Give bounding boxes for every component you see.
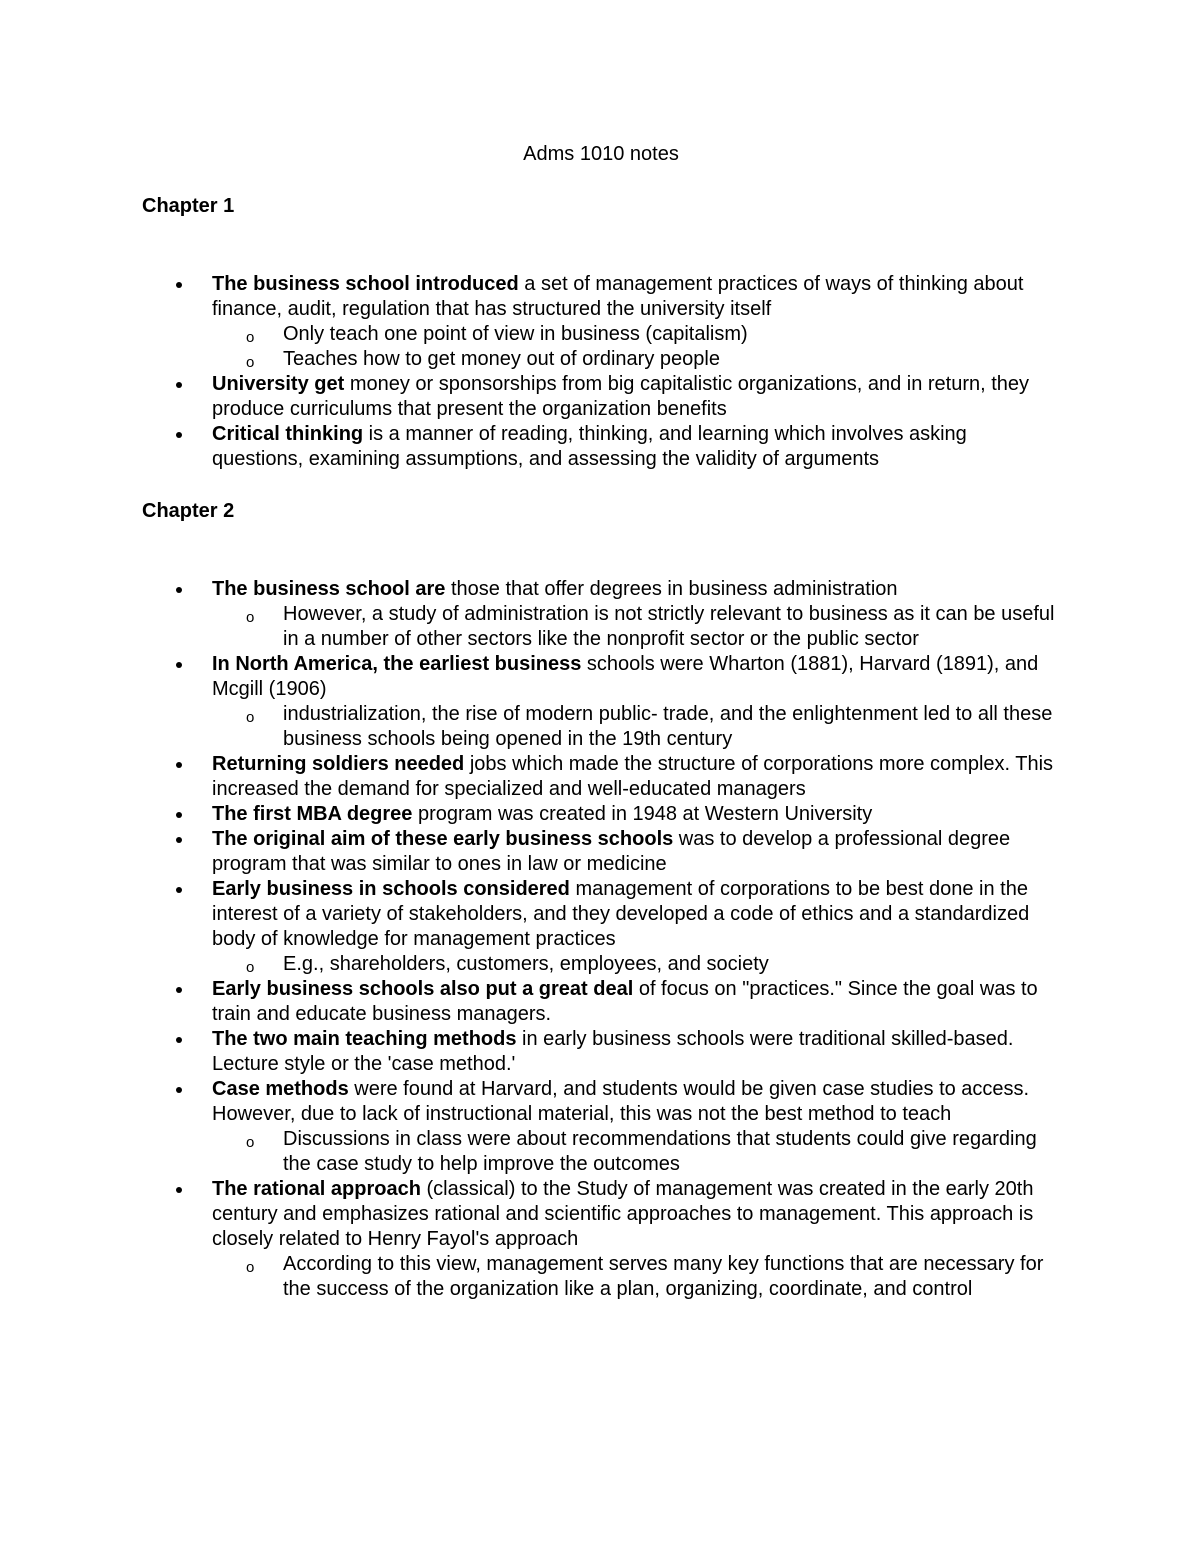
bullet-text: in early business schools were traditional skilled-based. Lecture style or the 'case method.' [212,1028,1014,1075]
bullet-item [142,802,1060,827]
sub-bullet-text: Discussions in class were about recommendations that students could give regarding the case study to help improve the outcomes [283,1128,1037,1175]
bullet-dot-icon [176,837,182,843]
bullet-item [142,1077,1060,1177]
bullet-list [142,577,1060,1302]
circle-bullet-icon: o [246,1134,255,1151]
bullet-item [142,1177,1060,1302]
bullet-dot-icon [176,812,182,818]
bullet-dot-icon [176,887,182,893]
bullet-lead-term: Returning soldiers needed [212,753,465,775]
sub-bullet-list [212,1252,1060,1302]
bullet-item [142,577,1060,652]
sub-bullet-text: industrialization, the rise of modern public- trade, and the enlightenment led to all these business schools being opened in the 19th century [283,703,1053,750]
bullet-lead-term: The business school are [212,578,446,600]
bullet-item [142,652,1060,752]
bullet-dot-icon [176,1187,182,1193]
bullet-lead-term: In North America, the earliest business [212,653,582,675]
bullet-lead-term: The rational approach [212,1178,421,1200]
bullet-dot-icon [176,762,182,768]
bullet-dot-icon [176,587,182,593]
chapter-heading: Chapter 1 [142,195,235,217]
sub-bullet-text: However, a study of administration is not strictly relevant to business as it can be useful in a number of other sectors like the nonprofit sector or the public sector [283,603,1055,650]
document-title: Adms 1010 notes [523,143,679,165]
sub-bullet-text: Teaches how to get money out of ordinary people [283,348,720,370]
circle-bullet-icon: o [246,329,255,346]
bullet-item [142,877,1060,977]
circle-bullet-icon: o [246,354,255,371]
bullet-text: jobs which made the structure of corporations more complex. This increased the demand for specialized and well-educated managers [212,753,1054,800]
bullet-lead-term: Early business schools also put a great deal [212,978,634,1000]
bullet-item [142,372,1060,422]
bullet-lead-term: The original aim of these early business schools [212,828,674,850]
bullet-dot-icon [176,662,182,668]
sub-bullet-list [212,322,1060,372]
chapter-2-section [142,499,1060,1302]
circle-bullet-icon: o [246,959,255,976]
sub-bullet-text: Only teach one point of view in business (capitalism) [283,323,748,345]
bullet-dot-icon [176,987,182,993]
bullet-dot-icon [176,282,182,288]
bullet-text: was to develop a professional degree program that was similar to ones in law or medicine [212,828,1011,875]
bullet-text: management of corporations to be best done in the interest of a variety of stakeholders, and they developed a code of ethics and a standardized body of knowledge for management practices [212,878,1030,950]
bullet-item [142,272,1060,372]
bullet-text: money or sponsorships from big capitalistic organizations, and in return, they produce curriculums that present the organization benefits [212,373,1030,420]
bullet-dot-icon [176,432,182,438]
sub-bullet-item [212,322,1060,347]
sub-bullet-list [212,702,1060,752]
bullet-text: a set of management practices of ways of thinking about finance, audit, regulation that has structured the university itself [212,273,1024,320]
bullet-list [142,272,1060,472]
bullet-lead-term: The two main teaching methods [212,1028,517,1050]
bullet-lead-term: Case methods [212,1078,349,1100]
bullet-text: were found at Harvard, and students would be given case studies to access. However, due to lack of instructional material, this was not the best method to teach [212,1078,1030,1125]
sub-bullet-list [212,952,1060,977]
chapter-1-section [142,194,1060,472]
sub-bullet-item [212,602,1060,652]
bullet-lead-term: University get [212,373,345,395]
sub-bullet-text: E.g., shareholders, customers, employees, and society [283,953,769,975]
sub-bullet-item [212,952,1060,977]
circle-bullet-icon: o [246,609,255,626]
sub-bullet-text: According to this view, management serves many key functions that are necessary for the success of the organization like a plan, organizing, coordinate, and control [283,1253,1044,1300]
bullet-dot-icon [176,1087,182,1093]
circle-bullet-icon: o [246,709,255,726]
bullet-lead-term: Early business in schools considered [212,878,570,900]
circle-bullet-icon: o [246,1259,255,1276]
bullet-item [142,1027,1060,1077]
bullet-lead-term: The first MBA degree [212,803,413,825]
bullet-item [142,827,1060,877]
sub-bullet-list [212,602,1060,652]
bullet-item [142,422,1060,472]
bullet-text: of focus on "practices." Since the goal was to train and educate business managers. [212,978,1038,1025]
bullet-item [142,752,1060,802]
bullet-text: those that offer degrees in business administration [445,578,898,600]
bullet-dot-icon [176,1037,182,1043]
sub-bullet-list [212,1127,1060,1177]
sub-bullet-item [212,702,1060,752]
bullet-text: schools were Wharton (1881), Harvard (1891), and Mcgill (1906) [212,653,1039,700]
bullet-dot-icon [176,382,182,388]
bullet-lead-term: The business school introduced [212,273,519,295]
bullet-item [142,977,1060,1027]
sub-bullet-item [212,1127,1060,1177]
bullet-text: program was created in 1948 at Western University [412,803,873,825]
bullet-text: (classical) to the Study of management was created in the early 20th century and emphasizes rational and scientific approaches to management. This approach is closely related to Henry Fayol's approach [212,1178,1034,1250]
chapter-heading: Chapter 2 [142,500,235,522]
bullet-text: is a manner of reading, thinking, and learning which involves asking questions, examining assumptions, and assessing the validity of arguments [212,423,967,470]
sub-bullet-item [212,347,1060,372]
bullet-lead-term: Critical thinking [212,423,364,445]
sub-bullet-item [212,1252,1060,1302]
